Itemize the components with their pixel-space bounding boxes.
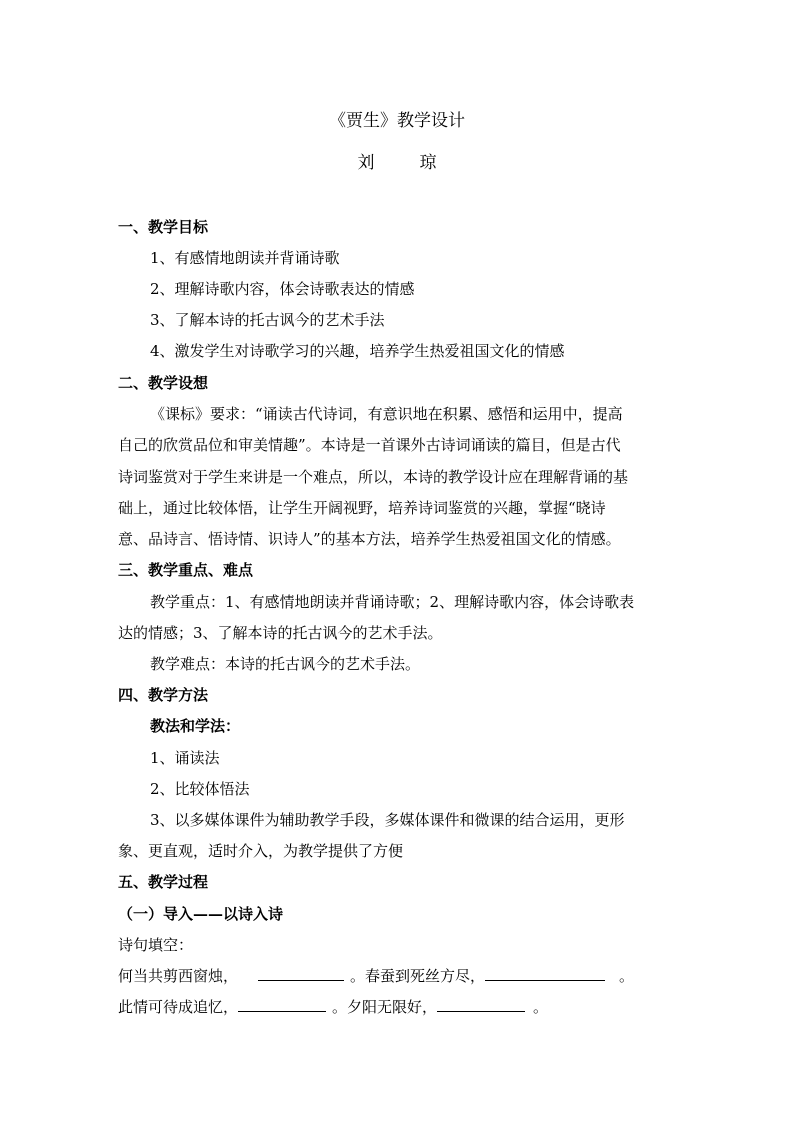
document-author: 刘 琼 xyxy=(357,153,451,173)
methods-subheading: 教法和学法： xyxy=(150,717,241,735)
section-3-heading: 三、教学重点、难点 xyxy=(118,561,254,579)
answer-blank[interactable] xyxy=(258,966,344,981)
design-line-4: 础上，通过比较体悟，让学生开阔视野，培养诗词鉴赏的兴趣，掌握“晓诗 xyxy=(118,499,606,517)
section-2-heading: 二、教学设想 xyxy=(118,374,209,392)
objective-4: 4、激发学生对诗歌学习的兴趣，培养学生热爱祖国文化的情感 xyxy=(150,342,565,360)
fill-text: 。 xyxy=(619,967,635,985)
objective-1: 1、有感情地朗读并背诵诗歌 xyxy=(150,249,340,267)
design-line-2: 自己的欣赏品位和审美情趣”。本诗是一首课外古诗词诵读的篇目，但是古代 xyxy=(118,436,621,454)
fill-text: 此情可待成追忆， xyxy=(118,998,239,1016)
fill-text: 。 xyxy=(533,998,549,1016)
key-points-line-1: 教学重点：1、有感情地朗读并背诵诗歌；2、理解诗歌内容，体会诗歌表 xyxy=(150,593,635,611)
answer-blank[interactable] xyxy=(238,997,326,1012)
design-line-3: 诗词鉴赏对于学生来讲是一个难点，所以，本诗的教学设计应在理解背诵的基 xyxy=(118,468,629,486)
fill-text: 。夕阳无限好， xyxy=(332,998,438,1016)
section-1-heading: 一、教学目标 xyxy=(118,218,209,236)
fill-in-line-1 xyxy=(118,966,678,986)
answer-blank[interactable] xyxy=(437,997,525,1012)
method-3-line-1: 3、以多媒体课件为辅助教学手段，多媒体课件和微课的结合运用，更形 xyxy=(150,811,625,829)
answer-blank[interactable] xyxy=(485,966,605,981)
key-points-line-2: 达的情感；3、了解本诗的托古讽今的艺术手法。 xyxy=(118,624,443,642)
design-line-1: 《课标》要求：“诵读古代诗词，有意识地在积累、感悟和运用中，提高 xyxy=(150,405,623,423)
difficult-points-line: 教学难点：本诗的托古讽今的艺术手法。 xyxy=(150,655,421,673)
method-2: 2、比较体悟法 xyxy=(150,780,250,798)
document-title: 《贾生》教学设计 xyxy=(329,111,465,131)
objective-3: 3、了解本诗的托古讽今的艺术手法 xyxy=(150,311,385,329)
fill-in-label: 诗句填空： xyxy=(118,936,194,954)
method-1: 1、诵读法 xyxy=(150,749,220,767)
fill-text: 。春蚕到死丝方尽， xyxy=(350,967,486,985)
design-line-5: 意、品诗言、悟诗情、识诗人”的基本方法，培养学生热爱祖国文化的情感。 xyxy=(118,530,621,548)
fill-text: 何当共剪西窗烛， xyxy=(118,967,239,985)
fill-in-line-2 xyxy=(118,997,678,1017)
section-5-heading: 五、教学过程 xyxy=(118,873,209,891)
process-subheading: （一）导入——以诗入诗 xyxy=(118,905,284,923)
section-4-heading: 四、教学方法 xyxy=(118,686,209,704)
objective-2: 2、理解诗歌内容，体会诗歌表达的情感 xyxy=(150,280,415,298)
method-3-line-2: 象、更直观，适时介入，为教学提供了方便 xyxy=(118,842,404,860)
